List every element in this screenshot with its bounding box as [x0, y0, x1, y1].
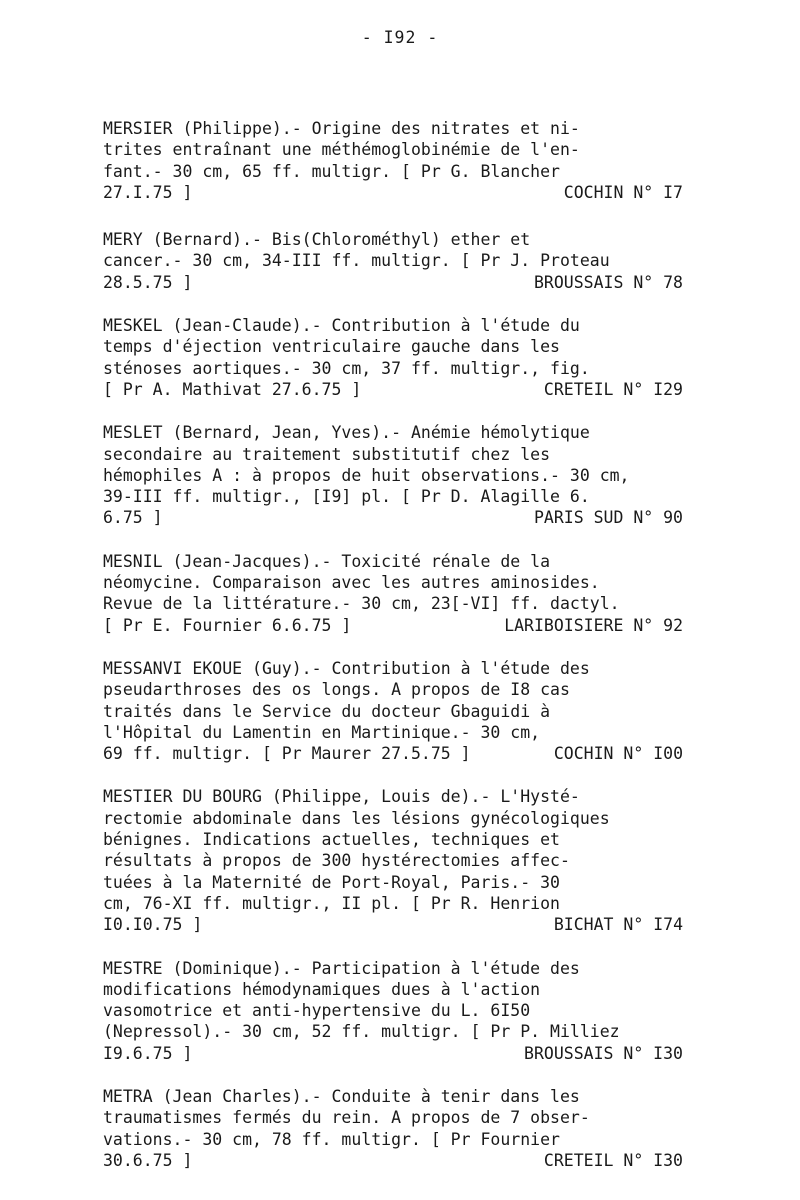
- entry-line: secondaire au traitement substitutif chez les: [103, 444, 551, 464]
- entry-line: traités dans le Service du docteur Gbaguidi à: [103, 701, 551, 721]
- entry-final-line: [103, 615, 713, 636]
- entry-line: bénignes. Indications actuelles, techniques et: [103, 830, 560, 850]
- thesis-entry: [103, 658, 713, 764]
- entry-line: MESSANVI EKOUE (Guy).- Contribution à l'étude des: [103, 658, 590, 678]
- entry-line: 39-III ff. multigr., [I9] pl. [ Pr D. Alagille 6.: [103, 487, 590, 507]
- entry-date: 6.75 ]: [103, 508, 163, 528]
- entry-line: MERSIER (Philippe).- Origine des nitrates et ni-: [103, 119, 580, 138]
- entry-line: cancer.- 30 cm, 34-III ff. multigr. [ Pr J. Proteau: [103, 251, 610, 271]
- entry-date: 28.5.75 ]: [103, 272, 193, 292]
- entry-line: MESLET (Bernard, Jean, Yves).- Anémie hémolytique: [103, 423, 590, 443]
- entry-line: fant.- 30 cm, 65 ff. multigr. [ Pr G. Blancher: [103, 161, 560, 181]
- entry-faculty: COCHIN N° I7: [563, 182, 683, 202]
- entry-faculty: COCHIN N° I00: [553, 744, 683, 764]
- entry-date: [ Pr E. Fournier 6.6.75 ]: [103, 615, 352, 635]
- thesis-entry: [103, 229, 713, 293]
- entry-line: temps d'éjection ventriculaire gauche dans les: [103, 337, 560, 357]
- entry-line: modifications hémodynamiques dues à l'action: [103, 979, 541, 999]
- entry-final-line: [103, 182, 713, 203]
- entry-line: cm, 76-XI ff. multigr., II pl. [ Pr R. Henrion: [103, 893, 560, 913]
- entry-line: hémophiles A : à propos de huit observations.- 30 cm,: [103, 465, 630, 485]
- entry-line: MESTIER DU BOURG (Philippe, Louis de).- L'Hysté-: [103, 787, 580, 807]
- entry-date: [ Pr A. Mathivat 27.6.75 ]: [103, 379, 362, 399]
- thesis-entry: [103, 118, 713, 203]
- entry-final-line: [103, 1043, 713, 1064]
- entry-date: 30.6.75 ]: [103, 1150, 193, 1170]
- thesis-entry: [103, 422, 713, 528]
- entry-line: tuées à la Maternité de Port-Royal, Paris.- 30: [103, 872, 560, 892]
- entry-line: néomycine. Comparaison avec les autres aminosides.: [103, 573, 600, 593]
- entry-line: vations.- 30 cm, 78 ff. multigr. [ Pr Fournier: [103, 1129, 560, 1149]
- entry-date: I0.I0.75 ]: [103, 915, 203, 935]
- thesis-entry: [103, 1086, 713, 1171]
- entry-faculty: BROUSSAIS N° 78: [533, 272, 683, 292]
- entry-faculty: CRETEIL N° I30: [543, 1150, 683, 1170]
- entry-line: MERY (Bernard).- Bis(Chlorométhyl) ether et: [103, 230, 531, 250]
- entry-line: MESTRE (Dominique).- Participation à l'étude des: [103, 958, 580, 978]
- entry-line: rectomie abdominale dans les lésions gynécologiques: [103, 808, 610, 828]
- entry-final-line: [103, 272, 713, 293]
- entry-faculty: PARIS SUD N° 90: [533, 508, 683, 528]
- entry-final-line: [103, 1150, 713, 1171]
- entry-line: l'Hôpital du Lamentin en Martinique.- 30 cm,: [103, 722, 541, 742]
- entry-date: 27.I.75 ]: [103, 182, 193, 202]
- entry-final-line: [103, 743, 713, 764]
- entry-date: I9.6.75 ]: [103, 1043, 193, 1063]
- entry-list: [103, 96, 713, 1171]
- entry-line: pseudarthroses des os longs. A propos de I8 cas: [103, 680, 570, 700]
- entry-final-line: [103, 914, 713, 935]
- entry-line: sténoses aortiques.- 30 cm, 37 ff. multigr., fig.: [103, 358, 590, 378]
- entry-line: (Nepressol).- 30 cm, 52 ff. multigr. [ Pr P. Milliez: [103, 1022, 620, 1042]
- entry-faculty: BROUSSAIS N° I30: [524, 1043, 683, 1063]
- entry-faculty: BICHAT N° I74: [553, 915, 683, 935]
- entry-line: MESNIL (Jean-Jacques).- Toxicité rénale de la: [103, 551, 551, 571]
- thesis-entry: [103, 786, 713, 935]
- thesis-entry: [103, 315, 713, 400]
- entry-line: MESKEL (Jean-Claude).- Contribution à l'étude du: [103, 316, 580, 336]
- entry-line: traumatismes fermés du rein. A propos de 7 obser-: [103, 1108, 590, 1128]
- entry-line: vasomotrice et anti-hypertensive du L. 6I50: [103, 1001, 531, 1021]
- entry-date: 69 ff. multigr. [ Pr Maurer 27.5.75 ]: [103, 744, 471, 764]
- entry-line: résultats à propos de 300 hystérectomies affec-: [103, 851, 570, 871]
- entry-faculty: LARIBOISIERE N° 92: [504, 615, 683, 635]
- entry-line: trites entraînant une méthémoglobinémie de l'en-: [103, 140, 580, 160]
- entry-faculty: CRETEIL N° I29: [543, 379, 683, 399]
- page-number: - I92 -: [361, 28, 439, 47]
- thesis-entry: [103, 958, 713, 1064]
- entry-final-line: [103, 379, 713, 400]
- entry-final-line: [103, 507, 713, 528]
- entry-line: METRA (Jean Charles).- Conduite à tenir dans les: [103, 1086, 580, 1106]
- entry-line: Revue de la littérature.- 30 cm, 23[-VI] ff. dactyl.: [103, 594, 620, 614]
- thesis-entry: [103, 551, 713, 636]
